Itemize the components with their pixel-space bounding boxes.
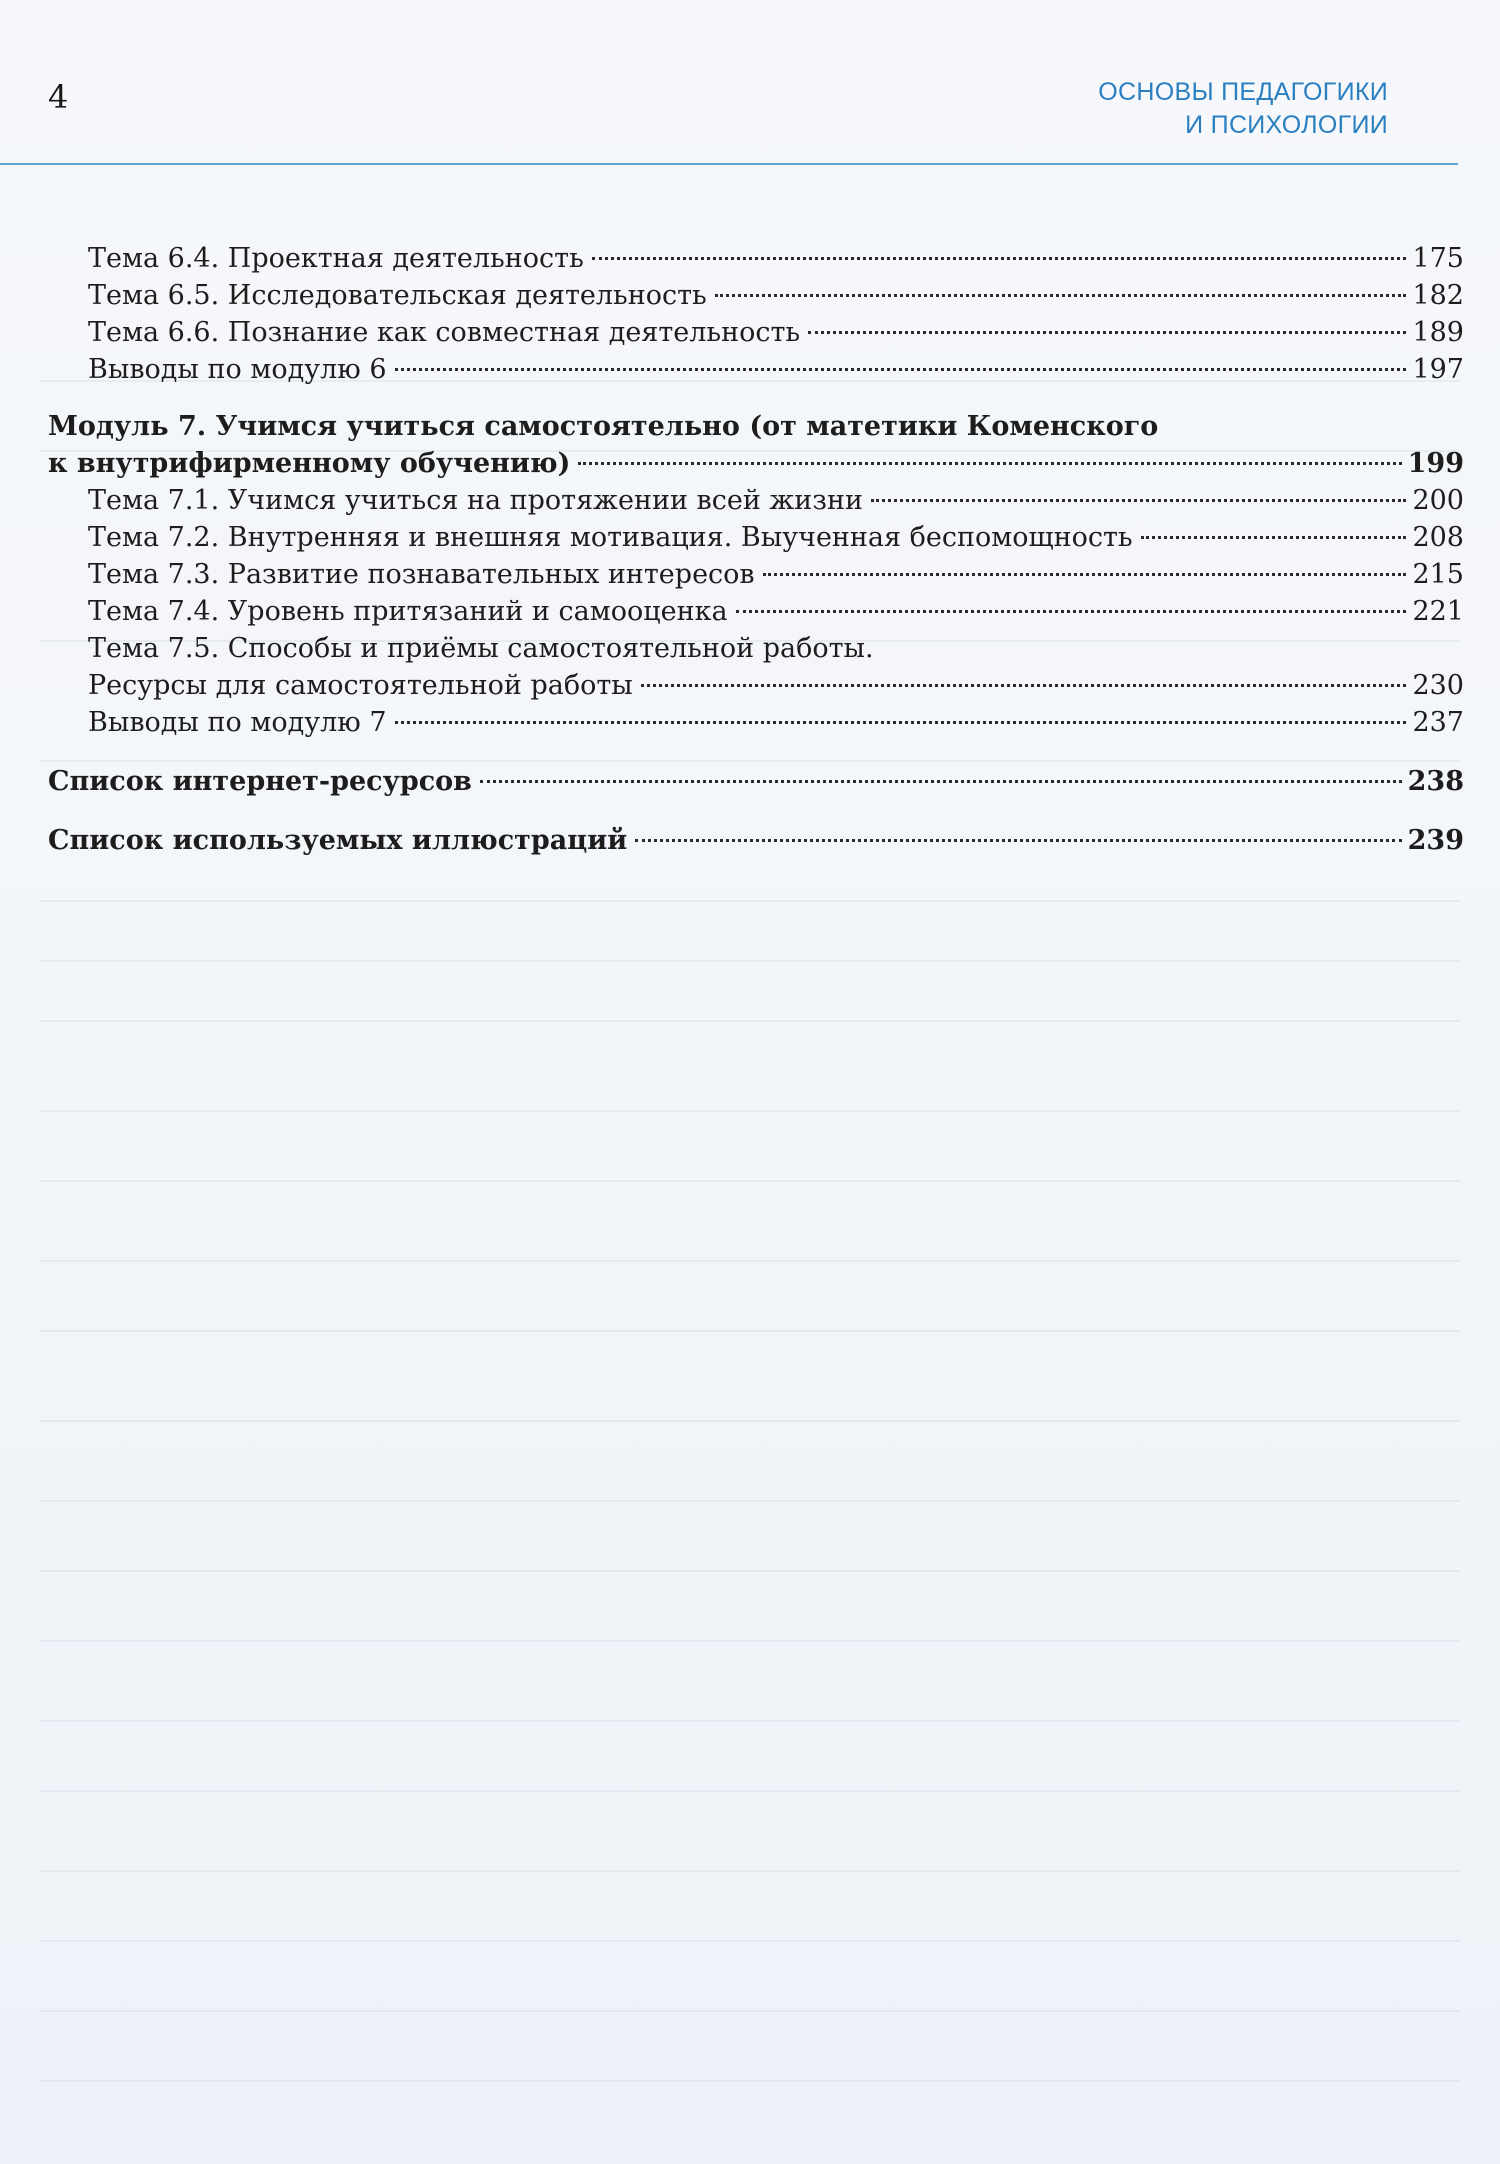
module-page: 199 (1407, 448, 1464, 479)
toc-entry-page: 215 (1412, 559, 1464, 590)
dot-leader (1141, 536, 1406, 539)
toc-entry-page: 230 (1412, 670, 1464, 701)
dot-leader (480, 780, 1402, 783)
running-head (1098, 76, 1388, 142)
dot-leader (395, 368, 1406, 371)
toc-entry-page: 208 (1412, 522, 1464, 553)
toc-entry-title: Выводы по модулю 7 (88, 707, 387, 738)
toc-entry-title: Тема 6.5. Исследовательская деятельность (88, 280, 707, 311)
toc-entry[interactable] (48, 351, 1464, 388)
toc-section-internet-resources[interactable] (48, 763, 1464, 800)
page-number: 4 (48, 78, 69, 116)
toc-entry[interactable] (48, 482, 1464, 519)
toc-entry[interactable] (48, 704, 1464, 741)
toc-entry-page: 197 (1412, 354, 1464, 385)
module-title-line2: к внутрифирменному обучению) (48, 448, 571, 479)
toc-entry[interactable] (48, 240, 1464, 277)
dot-leader (578, 462, 1401, 465)
toc-entry-title: Тема 7.4. Уровень притязаний и самооценка (88, 596, 728, 627)
dot-leader (592, 257, 1406, 260)
toc-entry-title: Список интернет-ресурсов (48, 766, 472, 797)
table-of-contents (48, 240, 1464, 859)
toc-entry-page: 189 (1412, 317, 1464, 348)
dot-leader (871, 499, 1406, 502)
toc-entry-title: Тема 7.2. Внутренняя и внешняя мотивация. Выученная беспомощность (88, 522, 1133, 553)
toc-entry[interactable] (48, 630, 1464, 667)
toc-entry-page: 237 (1412, 707, 1464, 738)
dot-leader (736, 610, 1406, 613)
dot-leader (715, 294, 1406, 297)
toc-entry[interactable] (48, 314, 1464, 351)
toc-entry[interactable] (48, 519, 1464, 556)
dot-leader (635, 839, 1401, 842)
dot-leader (808, 331, 1406, 334)
dot-leader (641, 684, 1406, 687)
module-heading-cont[interactable] (48, 445, 1464, 482)
spacer (48, 800, 1464, 822)
toc-entry[interactable] (48, 277, 1464, 314)
header-rule (0, 163, 1458, 165)
toc-entry-page: 182 (1412, 280, 1464, 311)
toc-entry-page: 238 (1407, 766, 1464, 797)
toc-entry-title: Тема 7.5. Способы и приёмы самостоятельной работы. (88, 633, 874, 664)
module-title-line1: Модуль 7. Учимся учиться самостоятельно (от матетики Коменского (48, 411, 1159, 442)
toc-entry-page: 221 (1412, 596, 1464, 627)
toc-entry-title: Список используемых иллюстраций (48, 825, 628, 856)
toc-entry[interactable] (48, 556, 1464, 593)
toc-entry-page: 200 (1412, 485, 1464, 516)
spacer (48, 741, 1464, 763)
toc-entry-page: 175 (1412, 243, 1464, 274)
dot-leader (763, 573, 1406, 576)
running-head-line1: ОСНОВЫ ПЕДАГОГИКИ (1098, 78, 1388, 106)
toc-entry[interactable] (48, 667, 1464, 704)
toc-entry-page: 239 (1407, 825, 1464, 856)
toc-entry-title: Тема 7.1. Учимся учиться на протяжении всей жизни (88, 485, 863, 516)
dot-leader (395, 721, 1406, 724)
toc-section-illustrations[interactable] (48, 822, 1464, 859)
module-heading[interactable] (48, 408, 1464, 445)
spacer (48, 388, 1464, 408)
toc-entry[interactable] (48, 593, 1464, 630)
toc-entry-title: Тема 6.4. Проектная деятельность (88, 243, 584, 274)
toc-entry-title: Тема 6.6. Познание как совместная деятельность (88, 317, 801, 348)
toc-entry-title: Ресурсы для самостоятельной работы (88, 670, 633, 701)
toc-entry-title: Тема 7.3. Развитие познавательных интересов (88, 559, 755, 590)
toc-entry-title: Выводы по модулю 6 (88, 354, 387, 385)
running-head-line2: И ПСИХОЛОГИИ (1185, 111, 1388, 139)
